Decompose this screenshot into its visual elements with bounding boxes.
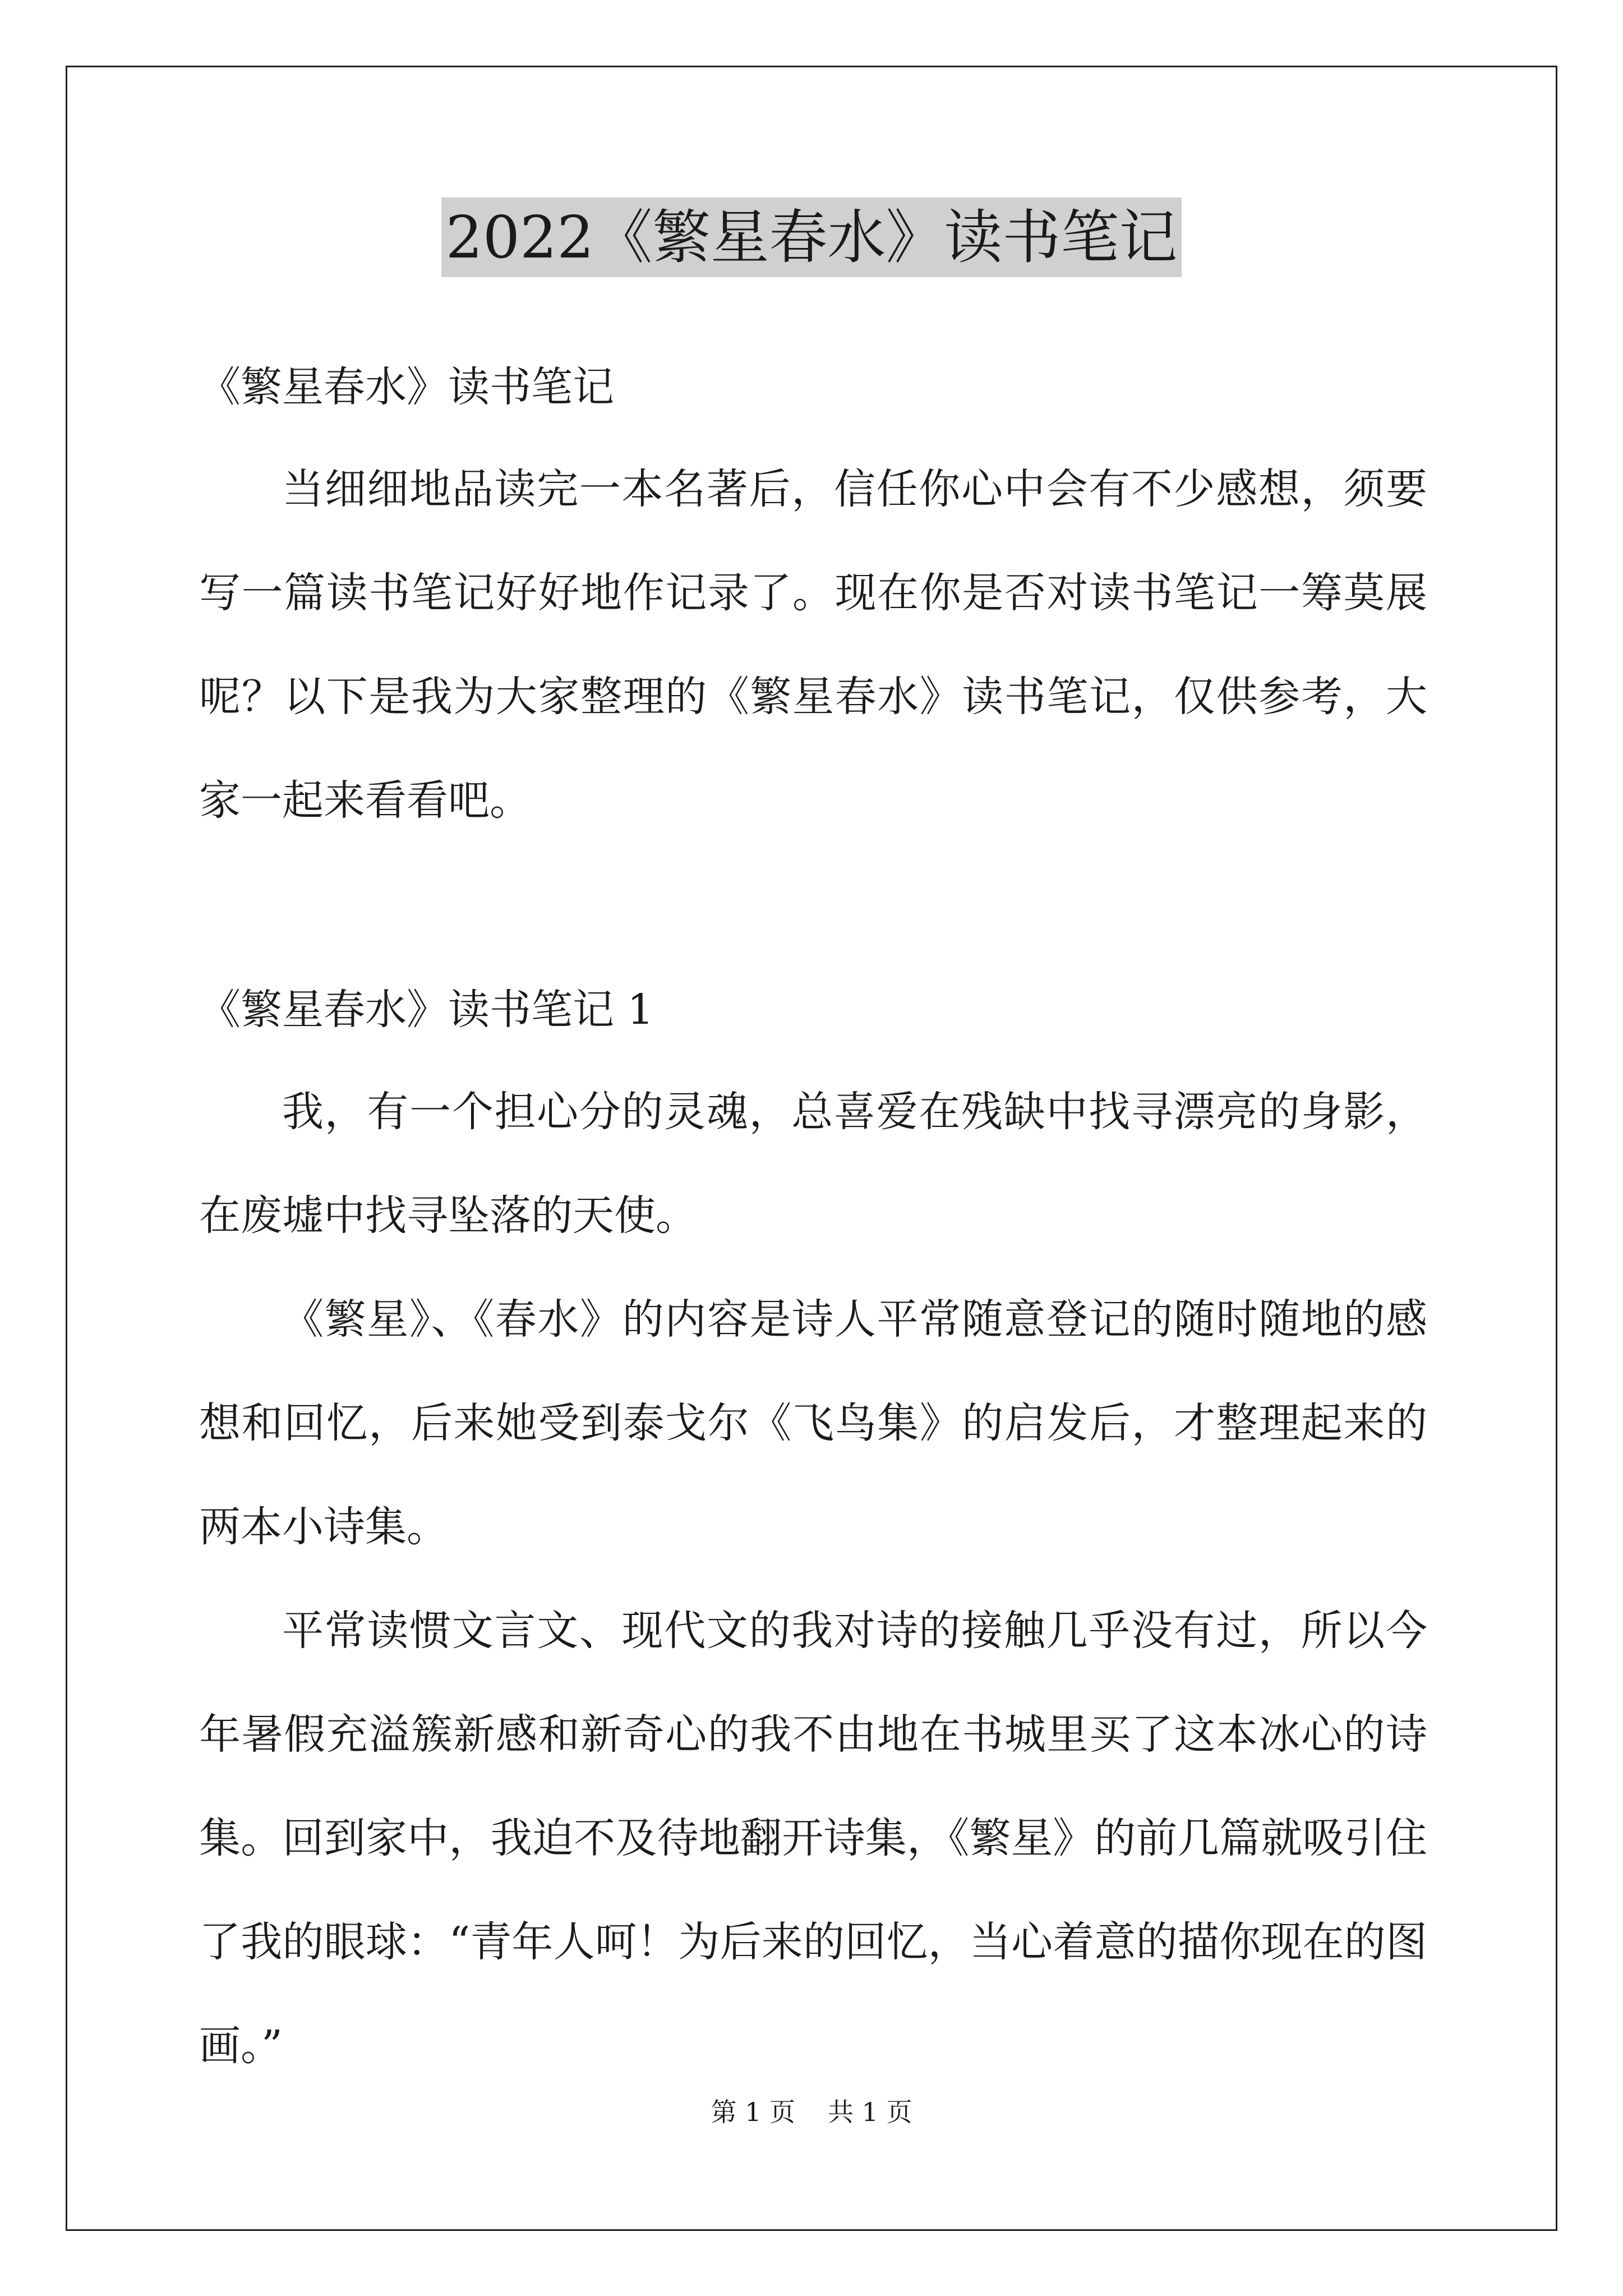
section-spacer [199, 853, 1427, 959]
page-footer [0, 2095, 1623, 2129]
document-body [199, 337, 1427, 2098]
body-paragraph: 我，有一个担心分的灵魂，总喜爱在残缺中找寻漂亮的身影，在废墟中找寻坠落的天使。 [199, 1088, 1427, 1240]
page-number-total: 共 1 页 [828, 2097, 912, 2127]
document-title: 2022《繁星春水》读书笔记 [441, 197, 1182, 277]
intro-paragraph: 当细细地品读完一本名著后，信任你心中会有不少感想，须要写一篇读书笔记好好地作记录了。现在你是否对读书笔记一筹莫展呢？以下是我为大家整理的《繁星春水》读书笔记，仅供参考，大家一起来看看吧。 [199, 465, 1427, 825]
intro-heading: 《繁星春水》读书笔记 [199, 363, 614, 411]
page-number-current: 第 1 页 [711, 2097, 795, 2127]
title-container [0, 197, 1623, 277]
body-paragraph: 《繁星》、《春水》的内容是诗人平常随意登记的随时随地的感想和回忆，后来她受到泰戈尔《飞鸟集》的启发后，才整理起来的两本小诗集。 [199, 1295, 1427, 1551]
body-paragraph: 平常读惯文言文、现代文的我对诗的接触几乎没有过，所以今年暑假充溢簇新感和新奇心的我不由地在书城里买了这本冰心的诗集。回到家中，我迫不及待地翻开诗集，《繁星》的前几篇就吸引住了我的眼球：“青年人呵！为后来的回忆，当心着意的描你现在的图画。” [199, 1607, 1427, 2070]
section-heading: 《繁星春水》读书笔记 1 [199, 986, 654, 1034]
